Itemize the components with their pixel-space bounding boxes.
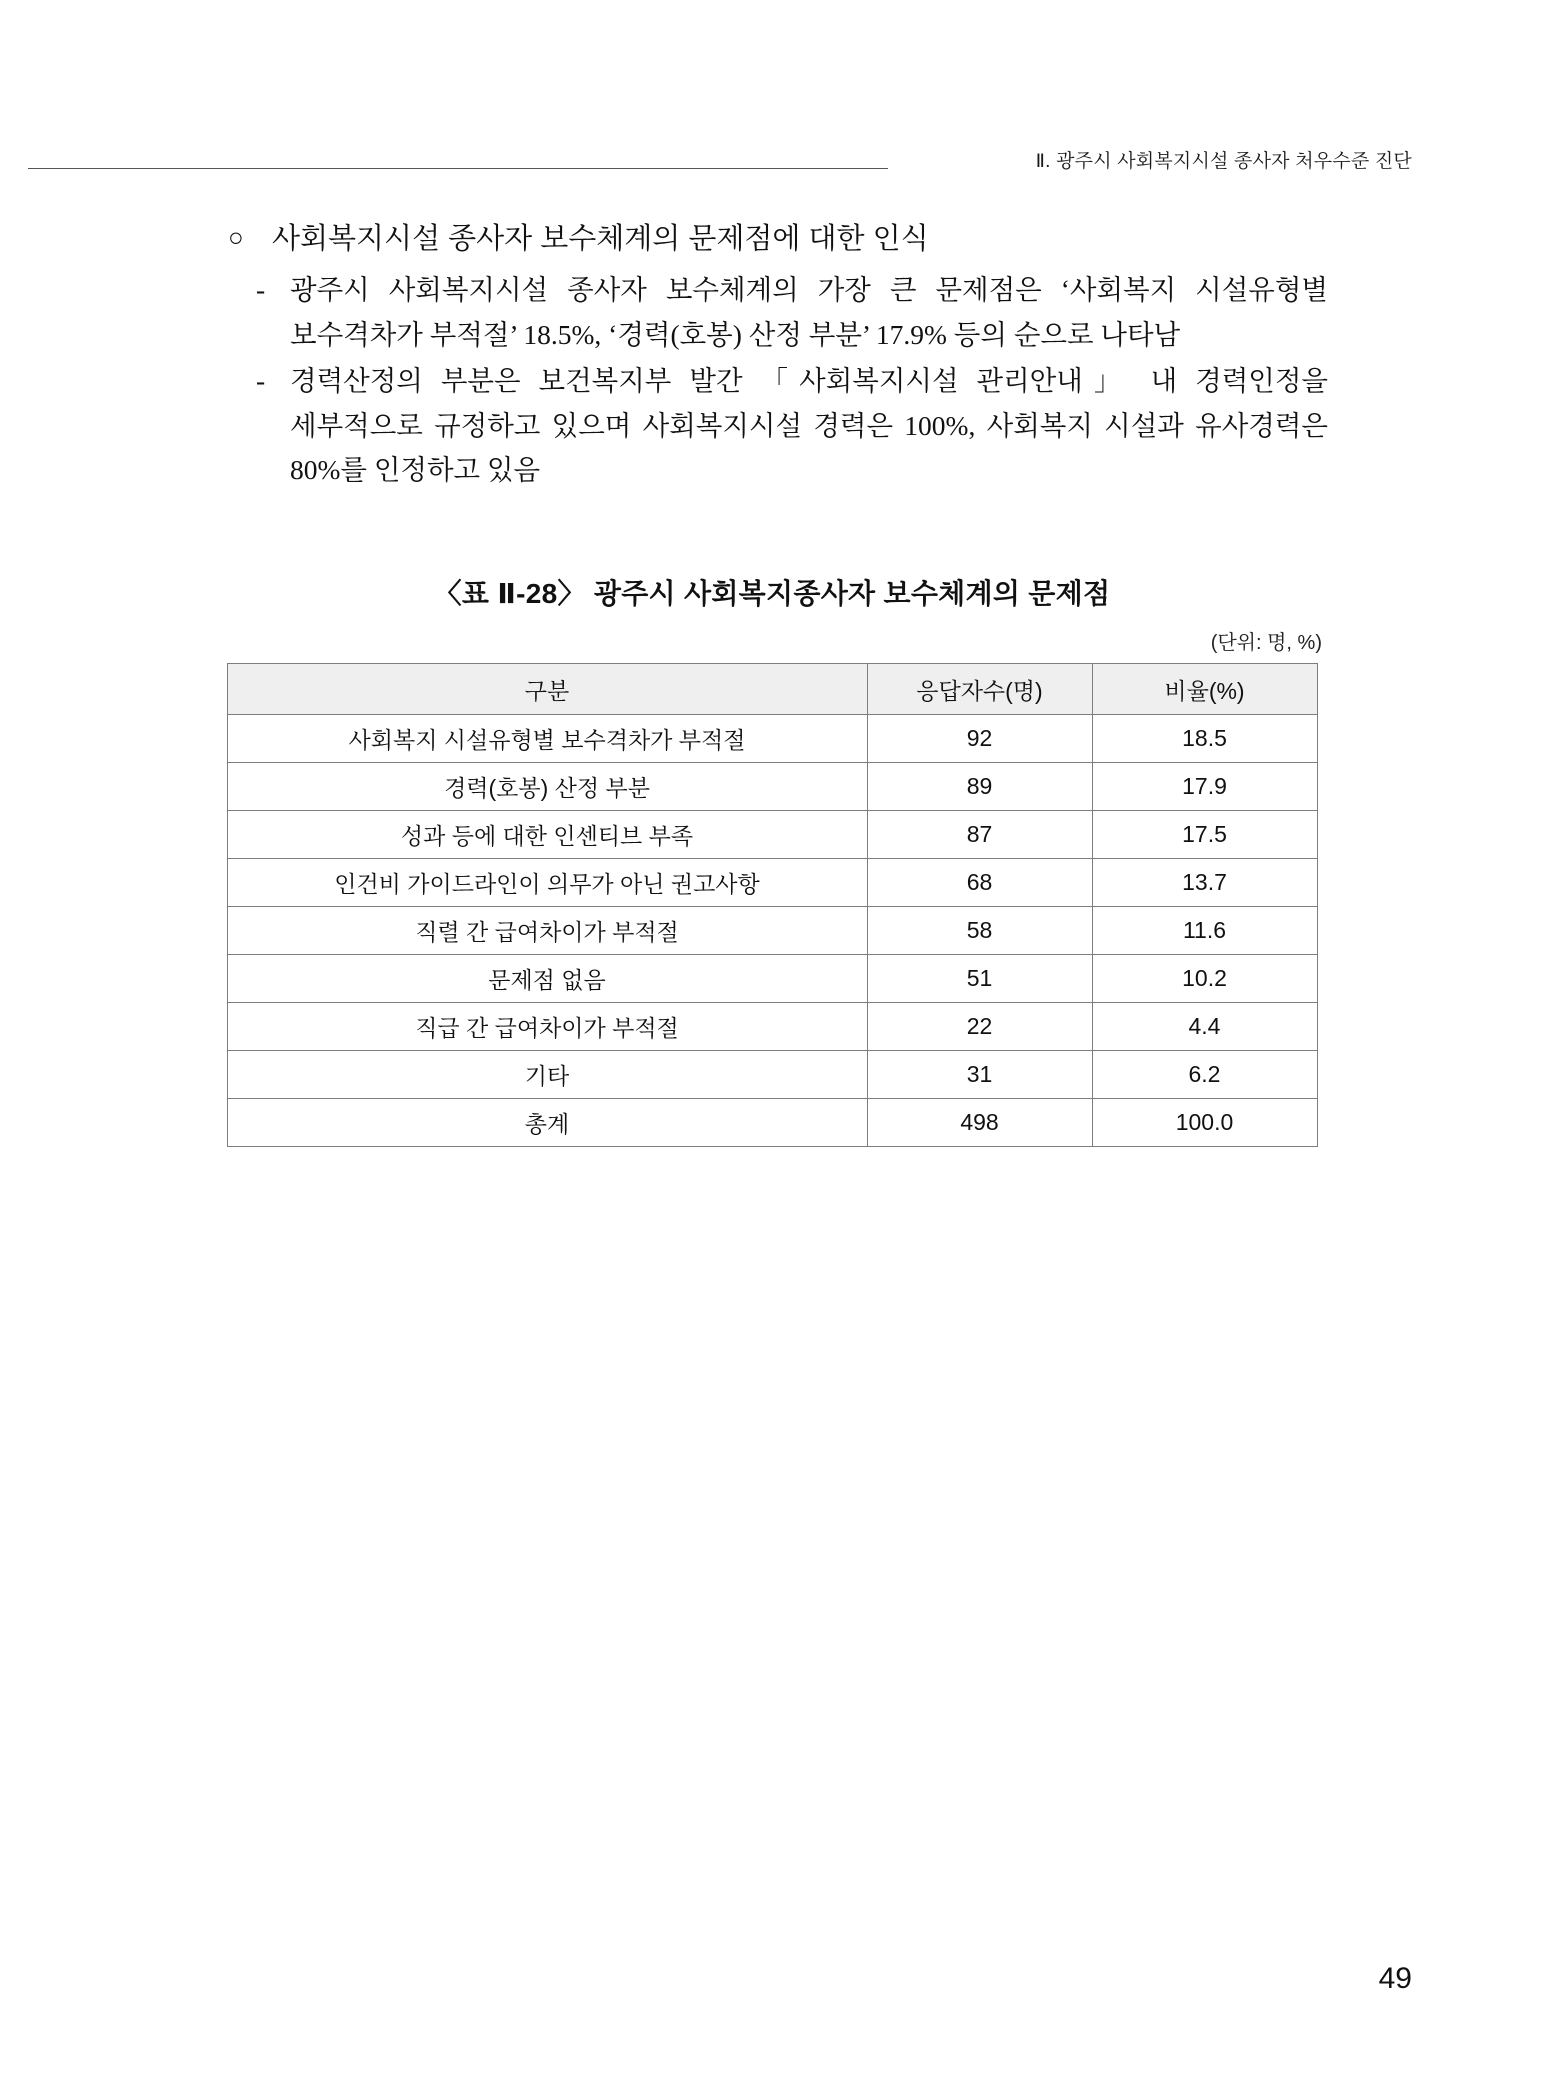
table-cell-label: 문제점 없음	[227, 955, 867, 1003]
table-cell-ratio: 6.2	[1092, 1051, 1317, 1099]
table-cell-ratio: 4.4	[1092, 1003, 1317, 1051]
table-row	[227, 811, 1317, 859]
heading-text: 사회복지시설 종사자 보수체계의 문제점에 대한 인식	[272, 223, 929, 255]
table-cell-count: 92	[867, 715, 1092, 763]
table-cell-count: 51	[867, 955, 1092, 1003]
section-heading	[228, 218, 1328, 260]
table-total-row	[227, 1099, 1317, 1147]
body-paragraph-1-text: 광주시 사회복지시설 종사자 보수체계의 가장 큰 문제점은 ‘사회복지 시설유형별 보수격차가 부적절’ 18.5%, ‘경력(호봉) 산정 부분’ 17.9% 등의 순으로 나타남	[290, 274, 1328, 350]
table-cell-count: 68	[867, 859, 1092, 907]
table-cell-label: 총계	[227, 1099, 867, 1147]
dash-bullet-icon: -	[256, 274, 266, 306]
table-cell-ratio: 100.0	[1092, 1099, 1317, 1147]
body-content	[228, 218, 1328, 493]
table-header-category: 구분	[227, 664, 867, 715]
table-row	[227, 763, 1317, 811]
table-cell-label: 인건비 가이드라인이 의무가 아닌 권고사항	[227, 859, 867, 907]
running-head-rule	[28, 168, 888, 169]
table-cell-label: 사회복지 시설유형별 보수격차가 부적절	[227, 715, 867, 763]
table-cell-count: 31	[867, 1051, 1092, 1099]
table-cell-ratio: 11.6	[1092, 907, 1317, 955]
table-row	[227, 1051, 1317, 1099]
table-block	[0, 572, 1544, 1147]
dash-bullet-icon: -	[256, 365, 266, 397]
table-cell-label: 직렬 간 급여차이가 부적절	[227, 907, 867, 955]
table-row	[227, 955, 1317, 1003]
table-cell-ratio: 17.9	[1092, 763, 1317, 811]
body-paragraph-2-text: 경력산정의 부분은 보건복지부 발간 「사회복지시설 관리안내」 내 경력인정을 세부적으로 규정하고 있으며 사회복지시설 경력은 100%, 사회복지 시설과 유사경력은 80%를 인정하고 있음	[290, 365, 1328, 486]
heading-bullet-icon: ○	[228, 222, 244, 252]
table-cell-ratio: 13.7	[1092, 859, 1317, 907]
table-unit-note: (단위: 명, %)	[1210, 632, 1322, 654]
table-row	[227, 859, 1317, 907]
table-cell-label: 성과 등에 대한 인센티브 부족	[227, 811, 867, 859]
table-header-row	[227, 664, 1317, 715]
table-cell-label: 경력(호봉) 산정 부분	[227, 763, 867, 811]
data-table	[227, 663, 1318, 1147]
table-row	[227, 907, 1317, 955]
table-row	[227, 715, 1317, 763]
table-cell-count: 87	[867, 811, 1092, 859]
table-header-ratio: 비율(%)	[1092, 664, 1317, 715]
page-number: 49	[1378, 1962, 1412, 1995]
table-header-count: 응답자수(명)	[867, 664, 1092, 715]
table-row	[227, 1003, 1317, 1051]
body-paragraph-1	[256, 268, 1328, 357]
table-cell-ratio: 18.5	[1092, 715, 1317, 763]
running-head-text: Ⅱ. 광주시 사회복지시설 종사자 처우수준 진단	[1035, 151, 1412, 172]
table-cell-ratio: 17.5	[1092, 811, 1317, 859]
table-cell-ratio: 10.2	[1092, 955, 1317, 1003]
table-cell-count: 22	[867, 1003, 1092, 1051]
table-cell-count: 58	[867, 907, 1092, 955]
table-cell-count: 498	[867, 1099, 1092, 1147]
table-cell-label: 기타	[227, 1051, 867, 1099]
body-paragraph-2	[256, 359, 1328, 493]
running-head	[0, 140, 1544, 180]
table-cell-label: 직급 간 급여차이가 부적절	[227, 1003, 867, 1051]
table-cell-count: 89	[867, 763, 1092, 811]
table-caption: 〈표 Ⅱ-28〉 광주시 사회복지종사자 보수체계의 문제점	[433, 578, 1111, 609]
